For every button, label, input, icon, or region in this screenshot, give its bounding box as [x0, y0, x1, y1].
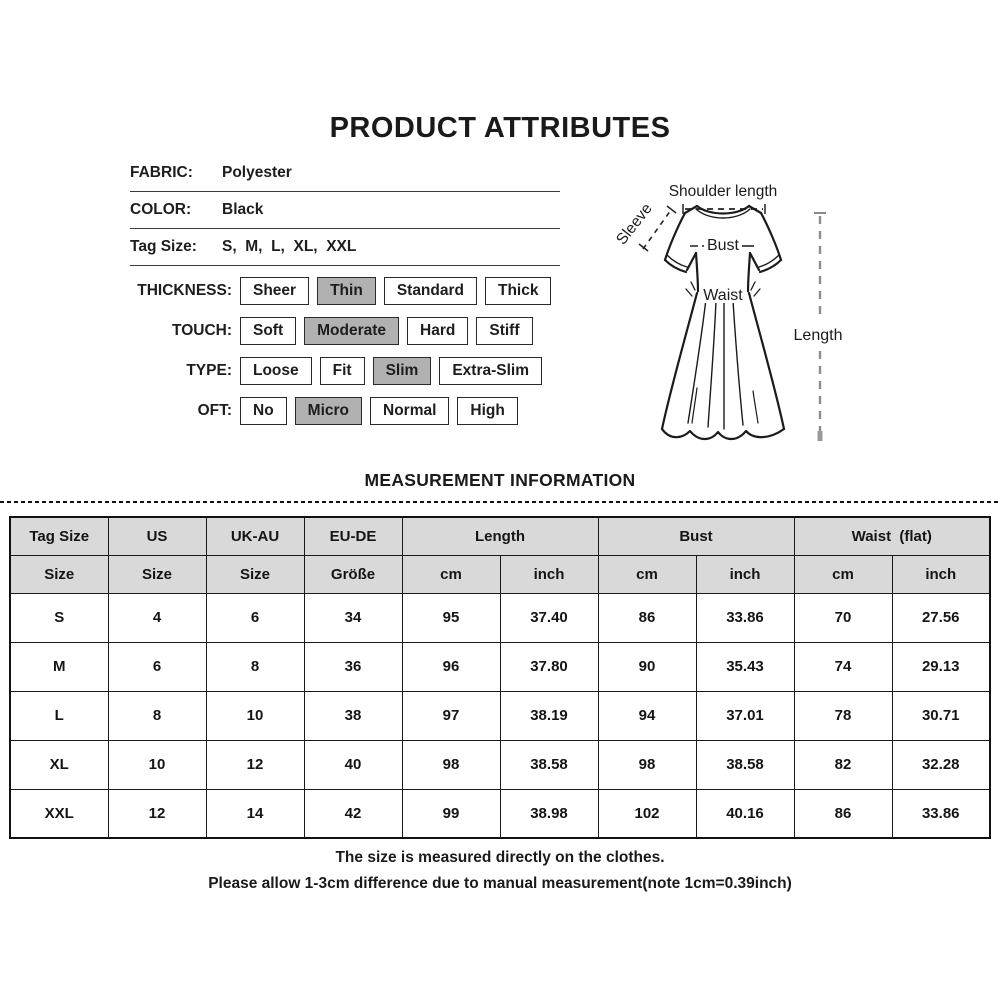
fabric-value: Polyester [222, 164, 292, 181]
cell: 12 [206, 740, 304, 789]
chip-sheer: Sheer [240, 277, 309, 305]
subcol-size-3: Size [206, 555, 304, 593]
cell: 36 [304, 642, 402, 691]
cell: 38.58 [500, 740, 598, 789]
table-row-s [10, 593, 990, 642]
subcol-waist-inch: inch [892, 555, 990, 593]
attribute-fields [130, 155, 560, 266]
color-label: COLOR: [130, 201, 192, 218]
cell: 97 [402, 691, 500, 740]
cell: 33.86 [696, 593, 794, 642]
subcol-bust-inch: inch [696, 555, 794, 593]
bust-label: Bust [706, 237, 740, 254]
cell: 86 [598, 593, 696, 642]
cell: 98 [598, 740, 696, 789]
cell: 33.86 [892, 789, 990, 838]
color-field [130, 192, 560, 229]
cell: 78 [794, 691, 892, 740]
cell: 94 [598, 691, 696, 740]
header-row-1 [10, 517, 990, 555]
cell: 38.58 [696, 740, 794, 789]
cell: XXL [10, 789, 108, 838]
cell: 37.01 [696, 691, 794, 740]
dotted-divider [0, 501, 1000, 503]
oft-label: OFT: [197, 402, 232, 419]
cell: S [10, 593, 108, 642]
cell: 96 [402, 642, 500, 691]
cell: 86 [794, 789, 892, 838]
cell: 14 [206, 789, 304, 838]
sleeve-label: Sleeve [613, 200, 656, 249]
size-table-wrap [9, 516, 991, 839]
cell: 40 [304, 740, 402, 789]
subcol-length-inch: inch [500, 555, 598, 593]
shoulder-length-label: Shoulder length [668, 183, 778, 200]
cell: 82 [794, 740, 892, 789]
col-tag-size: Tag Size [10, 517, 108, 555]
size-table-body [10, 593, 990, 838]
thickness-label: THICKNESS: [137, 282, 232, 299]
subcol-size-2: Size [108, 555, 206, 593]
sleeve-tick-top [667, 206, 676, 213]
note-manual-measurement: Please allow 1-3cm difference due to manual measurement(note 1cm=0.39inch) [208, 875, 792, 892]
size-table [9, 516, 991, 839]
dress-diagram-svg [605, 163, 985, 463]
measurement-notes [0, 845, 1000, 897]
cell: 35.43 [696, 642, 794, 691]
chip-micro-selected: Micro [295, 397, 362, 425]
cell: 10 [206, 691, 304, 740]
cell: 30.71 [892, 691, 990, 740]
cell: 34 [304, 593, 402, 642]
cell: 42 [304, 789, 402, 838]
col-bust: Bust [598, 517, 794, 555]
thickness-row [130, 276, 600, 306]
chip-standard: Standard [384, 277, 477, 305]
chip-no: No [240, 397, 287, 425]
cell: 38.19 [500, 691, 598, 740]
tag-size-value: S, M, L, XL, XXL [222, 238, 357, 255]
touch-label: TOUCH: [172, 322, 232, 339]
cell: 8 [206, 642, 304, 691]
cell: 38.98 [500, 789, 598, 838]
chip-stiff: Stiff [476, 317, 532, 345]
cell: L [10, 691, 108, 740]
col-eu-de: EU-DE [304, 517, 402, 555]
cell: 102 [598, 789, 696, 838]
table-row-xxl [10, 789, 990, 838]
length-label: Length [793, 327, 843, 344]
cell: 8 [108, 691, 206, 740]
chip-moderate-selected: Moderate [304, 317, 399, 345]
chip-high: High [457, 397, 517, 425]
table-row-l [10, 691, 990, 740]
cell: 29.13 [892, 642, 990, 691]
measurement-info-title: MEASUREMENT INFORMATION [364, 470, 636, 490]
chip-normal: Normal [370, 397, 449, 425]
cell: XL [10, 740, 108, 789]
chip-slim-selected: Slim [373, 357, 432, 385]
table-row-xl [10, 740, 990, 789]
oft-row [130, 396, 600, 426]
subcol-waist-cm: cm [794, 555, 892, 593]
col-length: Length [402, 517, 598, 555]
cell: 12 [108, 789, 206, 838]
col-us: US [108, 517, 206, 555]
cell: 38 [304, 691, 402, 740]
fabric-label: FABRIC: [130, 164, 193, 181]
cell: 99 [402, 789, 500, 838]
sleeve-tick-bottom [639, 244, 648, 251]
cell: 6 [108, 642, 206, 691]
tag-size-label: Tag Size: [130, 238, 197, 255]
waist-label: Waist [703, 287, 743, 304]
cell: 70 [794, 593, 892, 642]
col-uk-au: UK-AU [206, 517, 304, 555]
dress-measurement-diagram [605, 163, 985, 463]
color-value: Black [222, 201, 264, 218]
size-table-header [10, 517, 990, 593]
cell: 95 [402, 593, 500, 642]
subcol-groesse: Größe [304, 555, 402, 593]
cell: 10 [108, 740, 206, 789]
col-waist-flat: Waist (flat) [794, 517, 990, 555]
chip-fit: Fit [320, 357, 365, 385]
cell: M [10, 642, 108, 691]
type-row [130, 356, 600, 386]
cell: 27.56 [892, 593, 990, 642]
chip-soft: Soft [240, 317, 296, 345]
cell: 90 [598, 642, 696, 691]
cell: 40.16 [696, 789, 794, 838]
chip-thick: Thick [485, 277, 551, 305]
cell: 37.40 [500, 593, 598, 642]
attribute-options [130, 276, 600, 436]
chip-extra-slim: Extra-Slim [439, 357, 542, 385]
fabric-field [130, 155, 560, 192]
chip-thin-selected: Thin [317, 277, 376, 305]
chip-loose: Loose [240, 357, 312, 385]
cell: 32.28 [892, 740, 990, 789]
touch-row [130, 316, 600, 346]
subcol-length-cm: cm [402, 555, 500, 593]
subcol-size-1: Size [10, 555, 108, 593]
tag-size-field [130, 229, 560, 266]
page-title: PRODUCT ATTRIBUTES [329, 112, 671, 144]
cell: 37.80 [500, 642, 598, 691]
type-label: TYPE: [186, 362, 232, 379]
chip-hard: Hard [407, 317, 468, 345]
cell: 4 [108, 593, 206, 642]
cell: 98 [402, 740, 500, 789]
header-row-2 [10, 555, 990, 593]
note-measured-on-clothes: The size is measured directly on the clothes. [335, 849, 665, 866]
cell: 6 [206, 593, 304, 642]
subcol-bust-cm: cm [598, 555, 696, 593]
table-row-m [10, 642, 990, 691]
cell: 74 [794, 642, 892, 691]
